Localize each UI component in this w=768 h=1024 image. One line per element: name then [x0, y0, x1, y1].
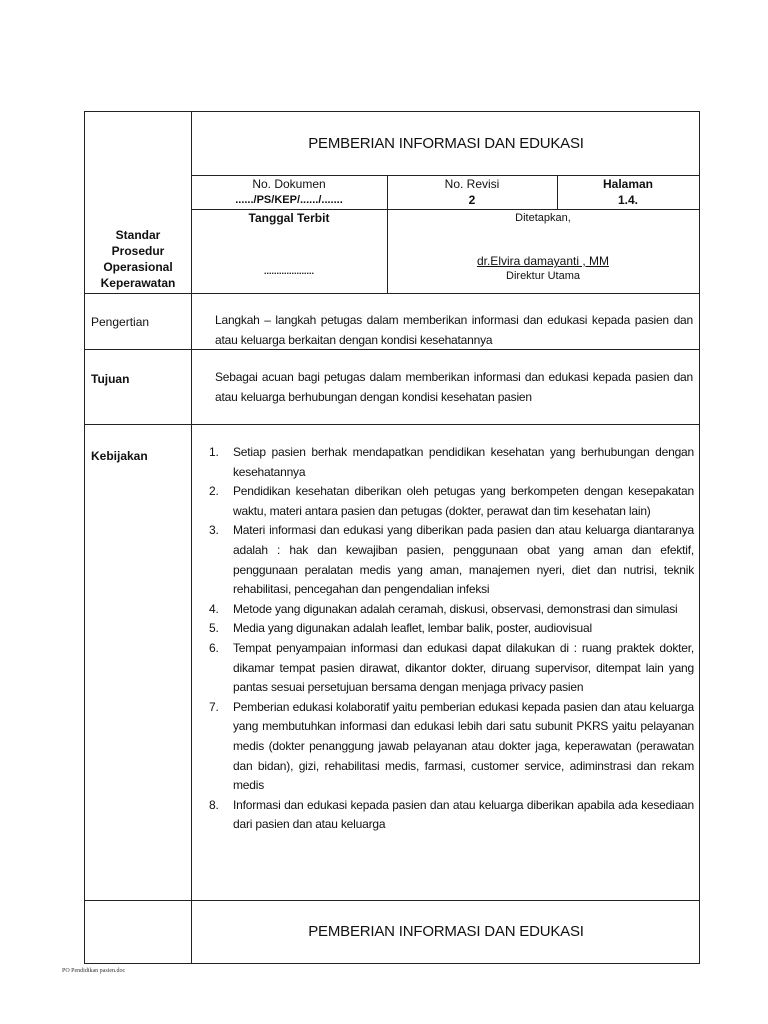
no-dokumen-value: ....../PS/KEP/....../.......	[235, 194, 343, 206]
director-position: Direktur Utama	[506, 270, 580, 282]
no-revisi-value: 2	[468, 193, 476, 207]
director-name: dr.Elvira damayanti , MM	[476, 254, 610, 268]
list-item: 8. Informasi dan edukasi kepada pasien dan atau keluarga diberikan apabila ada kesediaan dari pasien dan atau keluarga	[209, 797, 694, 832]
sop-label: Standar Prosedur Operasional Keperawatan	[100, 228, 176, 290]
row-line	[191, 209, 699, 210]
list-item: 2. Pendidikan kesehatan diberikan oleh petugas yang berkompeten dengan kesepakatan waktu, materi antara pasien dan petugas (dokter, perawat dan tim kesehatan lain)	[209, 484, 694, 518]
tanggal-terbit-label: Tanggal Terbit	[248, 211, 330, 225]
no-revisi-label: No. Revisi	[444, 177, 500, 191]
row-line	[85, 293, 699, 294]
list-item: 4. Metode yang digunakan adalah ceramah, diskusi, observasi, demonstrasi dan simulasi	[209, 601, 678, 616]
column-divider	[191, 112, 192, 963]
row-line	[85, 900, 699, 901]
halaman-label: Halaman	[602, 177, 654, 191]
file-name: PO Pendidikan pasien.doc	[62, 968, 126, 974]
document-title-bottom: PEMBERIAN INFORMASI DAN EDUKASI	[308, 923, 584, 940]
tujuan-text: Sebagai acuan bagi petugas dalam memberikan informasi dan edukasi kepada pasien dan atau keluarga berhubungan dengan kondisi kesehatan pasien	[215, 370, 693, 404]
sop-document	[84, 111, 700, 964]
tujuan-label: Tujuan	[91, 372, 130, 386]
document-title: PEMBERIAN INFORMASI DAN EDUKASI	[308, 135, 584, 152]
no-dokumen-label: No. Dokumen	[252, 177, 326, 191]
row-line	[191, 175, 699, 176]
list-item: 5. Media yang digunakan adalah leaflet, lembar balik, poster, audiovisual	[209, 621, 592, 636]
kebijakan-list	[209, 443, 694, 835]
ditetapkan-label: Ditetapkan,	[515, 212, 571, 224]
row-line	[85, 424, 699, 425]
list-item: 3. Materi informasi dan edukasi yang diberikan pada pasien dan atau keluarga diantaranya adalah : hak dan kewajiban pasien, penggunaan obat yang aman dan efektif, penggunaan peralatan medis yang aman, manajemen nyeri, diet dan nutrisi, teknik rehabilitasi, pencegahan dan pengendalian infeksi	[209, 523, 694, 597]
list-item: 1. Setiap pasien berhak mendapatkan pendidikan kesehatan yang berhubungan dengan kesehatannya	[209, 445, 694, 479]
kebijakan-label: Kebijakan	[91, 449, 148, 463]
pengertian-label: Pengertian	[91, 315, 150, 329]
halaman-value: 1.4.	[617, 193, 638, 207]
pengertian-text: Langkah – langkah petugas dalam memberikan informasi dan edukasi kepada pasien dan atau keluarga berkaitan dengan kondisi kesehatannya	[215, 313, 693, 347]
list-item: 6. Tempat penyampaian informasi dan edukasi dapat dilakukan di : ruang praktek dokter, dikamar tempat pasien dirawat, dikantor dokter, diruang supervisor, ditempat lain yang pantas sesuai persetujuan bersama dengan menjaga privacy pasien	[209, 640, 694, 695]
tanggal-terbit-value: ....................	[263, 266, 314, 276]
list-item: 7. Pemberian edukasi kolaboratif yaitu pemberian edukasi kepada pasien dan atau keluarga yang membutuhkan informasi dan edukasi lebih dari satu subunit PKRS yaitu pelayanan medis (dokter penanggung jawab pelayanan atau dokter jaga, keperawatan (perawatan dan bidan), gizi, rehabilitasi medis, farmasi, customer service, adiminstrasi dan rekam medis	[209, 699, 694, 793]
